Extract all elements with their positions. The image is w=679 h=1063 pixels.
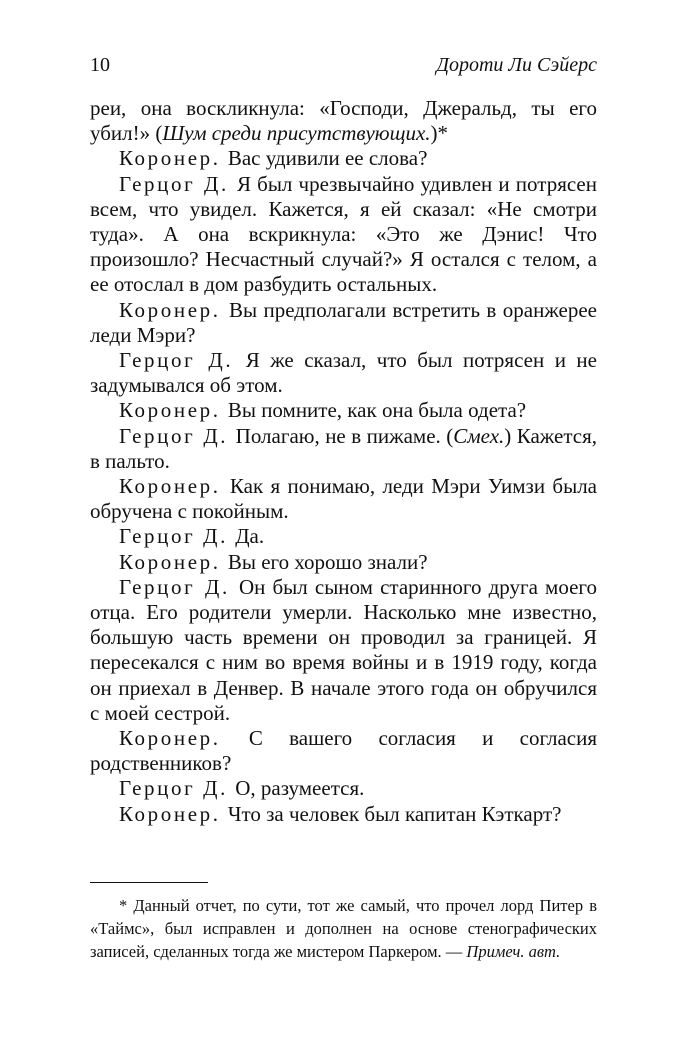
speaker-coroner: Коронер. [119, 398, 221, 423]
footnote [90, 894, 597, 963]
running-header-author: Дороти Ли Сэйерс [436, 54, 597, 76]
dialogue-text: Вы его хорошо знали? [227, 549, 428, 574]
dialogue-line [90, 298, 597, 348]
dialogue-line [90, 398, 597, 423]
speaker-duke: Герцог Д. [119, 171, 229, 196]
dialogue-text: С вашего согласия и согласия родственников? [90, 726, 598, 776]
dialogue-text: Да. [235, 524, 265, 549]
dialogue-line [90, 348, 597, 398]
dialogue-line [90, 424, 597, 474]
dialogue-line [90, 172, 597, 298]
speaker-coroner: Коронер. [119, 549, 221, 574]
speaker-coroner: Коронер. [119, 146, 221, 171]
dialogue-text: Вас удивили ее слова? [227, 146, 428, 171]
dialogue-line [90, 474, 597, 524]
speaker-duke: Герцог Д. [119, 524, 228, 549]
dialogue-line [90, 146, 597, 171]
book-page [90, 54, 597, 827]
footnote-marker: )* [430, 121, 449, 146]
dialogue-line [90, 802, 597, 827]
footnote-divider [90, 882, 208, 883]
speaker-coroner: Коронер. [119, 726, 221, 751]
speaker-duke: Герцог Д. [119, 423, 229, 448]
stage-direction: Шум среди присутствующих. [162, 121, 431, 146]
page-number: 10 [90, 54, 110, 76]
speaker-coroner: Коронер. [119, 801, 221, 826]
dialogue-text: О, разумеется. [235, 776, 365, 801]
dialogue-text: Я же сказал, что был потрясен и не задумывался об этом. [90, 348, 597, 398]
dialogue-text: Вы помните, как она была одета? [227, 398, 527, 423]
dialogue-text: Что за человек был капитан Кэткарт? [227, 801, 562, 826]
running-header [90, 54, 597, 80]
paragraph [90, 96, 597, 146]
dialogue-line [90, 524, 597, 549]
dialogue-line [90, 776, 597, 801]
dialogue-text: Я был чрезвычайно удивлен и потрясен всем, что увидел. Кажется, я ей сказал: «Не смотри туда». А она вскрикнула: «Это же Дэнис! Что произошло? Несчастный случай?» Я остался с телом, а ее отослал в дом разбудить остальных. [90, 171, 597, 297]
body-text [90, 96, 597, 827]
speaker-coroner: Коронер. [119, 474, 221, 499]
footnote-text: * Данный отчет, по сути, тот же самый, что прочел лорд Питер в «Таймс», был исправлен и дополнен на основе стенографических записей, сделанных тогда же мистером Паркером. — [90, 896, 597, 961]
footnote-attribution: Примеч. авт. [466, 942, 561, 961]
paragraph-text: реи, она воскликнула: «Господи, Джеральд, ты его убил!» ( [90, 96, 597, 146]
speaker-coroner: Коронер. [119, 297, 221, 322]
stage-direction: Смех. [453, 423, 505, 448]
dialogue-text: Как я понимаю, леди Мэри Уимзи была обручена с покойным. [90, 474, 597, 524]
dialogue-line [90, 575, 597, 726]
speaker-duke: Герцог Д. [119, 348, 234, 373]
dialogue-text: Он был сыном старинного друга моего отца. Его родители умерли. Насколько мне известно, большую часть времени он проводил за границей. Я пересекался с ним во время войны и в 1919 году, когда он приехал в Денвер. В начале этого года он обручился с моей сестрой. [90, 574, 597, 725]
dialogue-line [90, 726, 597, 776]
speaker-duke: Герцог Д. [119, 776, 228, 801]
dialogue-text: Вы предполагали встретить в оранжерее леди Мэри? [90, 297, 597, 347]
dialogue-text: Полагаю, не в пижаме. ( [235, 423, 454, 448]
speaker-duke: Герцог Д. [119, 574, 230, 599]
dialogue-line [90, 550, 597, 575]
dialogue-text: ) Кажется, в пальто. [90, 423, 598, 473]
